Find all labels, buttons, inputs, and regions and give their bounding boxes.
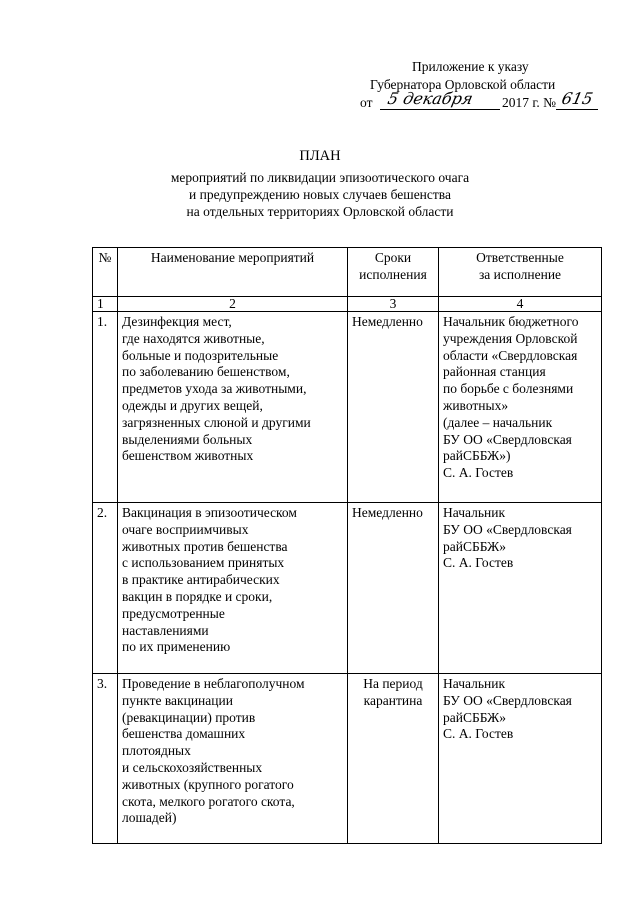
row-name: Вакцинация в эпизоотическом очаге восприимчивых животных против бешенства с использованием принятых в практике антирабических вакцин в порядке и сроки, предусмотренные наставлениями по их применению bbox=[118, 503, 348, 674]
number-underline bbox=[556, 109, 598, 110]
title-main: ПЛАН bbox=[299, 148, 341, 164]
column-number-4: 4 bbox=[439, 297, 602, 312]
row-term: Немедленно bbox=[348, 312, 439, 503]
appendix-header bbox=[358, 58, 598, 114]
header-number: № bbox=[93, 248, 118, 297]
column-number-1: 1 bbox=[93, 297, 118, 312]
table-row bbox=[93, 503, 602, 674]
row-responsible: Начальник БУ ОО «Свердловская райСББЖ» С. А. Гостев bbox=[439, 503, 602, 674]
row-responsible: Начальник бюджетного учреждения Орловской области «Свердловская районная станция по борьбе с болезнями животных» (далее – начальник БУ ОО «Свердловская райСББЖ») С. А. Гостев bbox=[439, 312, 602, 503]
row-term: Немедленно bbox=[348, 503, 439, 674]
table-row bbox=[93, 674, 602, 844]
document-title bbox=[0, 148, 640, 220]
row-responsible: Начальник БУ ОО «Свердловская райСББЖ» С. А. Гостев bbox=[439, 674, 602, 844]
appendix-line-2: Губернатора Орловской области bbox=[370, 77, 556, 92]
row-number: 2. bbox=[93, 503, 118, 674]
row-name: Проведение в неблагополучном пункте вакцинации (ревакцинации) против бешенства домашних плотоядных и сельскохозяйственных животных (крупного рогатого скота, мелкого рогатого скота, лошадей) bbox=[118, 674, 348, 844]
date-underline bbox=[380, 109, 500, 110]
header-name: Наименование мероприятий bbox=[118, 248, 348, 297]
row-number: 3. bbox=[93, 674, 118, 844]
header-responsible: Ответственные за исполнение bbox=[439, 248, 602, 297]
title-line-3: на отдельных территориях Орловской области bbox=[186, 204, 454, 219]
row-term: На период карантина bbox=[348, 674, 439, 844]
appendix-from-label: от bbox=[360, 95, 373, 110]
header-term: Сроки исполнения bbox=[348, 248, 439, 297]
plan-table bbox=[92, 247, 602, 844]
appendix-date-line bbox=[358, 89, 598, 114]
table-column-numbers-row bbox=[93, 297, 602, 312]
column-number-3: 3 bbox=[348, 297, 439, 312]
handwritten-number: 615 bbox=[560, 89, 595, 108]
appendix-year-label: 2017 г. № bbox=[502, 95, 557, 110]
title-line-2: и предупреждению новых случаев бешенства bbox=[189, 187, 451, 202]
appendix-line-1: Приложение к указу bbox=[412, 59, 529, 74]
column-number-2: 2 bbox=[118, 297, 348, 312]
row-name: Дезинфекция мест, где находятся животные, больные и подозрительные по заболеванию бешенством, предметов ухода за животными, одежды и других вещей, загрязненных слюной и другими выделениями больных бешенством животных bbox=[118, 312, 348, 503]
table-header-row bbox=[93, 248, 602, 297]
row-number: 1. bbox=[93, 312, 118, 503]
title-line-1: мероприятий по ликвидации эпизоотического очага bbox=[170, 170, 470, 185]
handwritten-date: 5 декабря bbox=[386, 89, 475, 108]
table-row bbox=[93, 312, 602, 503]
